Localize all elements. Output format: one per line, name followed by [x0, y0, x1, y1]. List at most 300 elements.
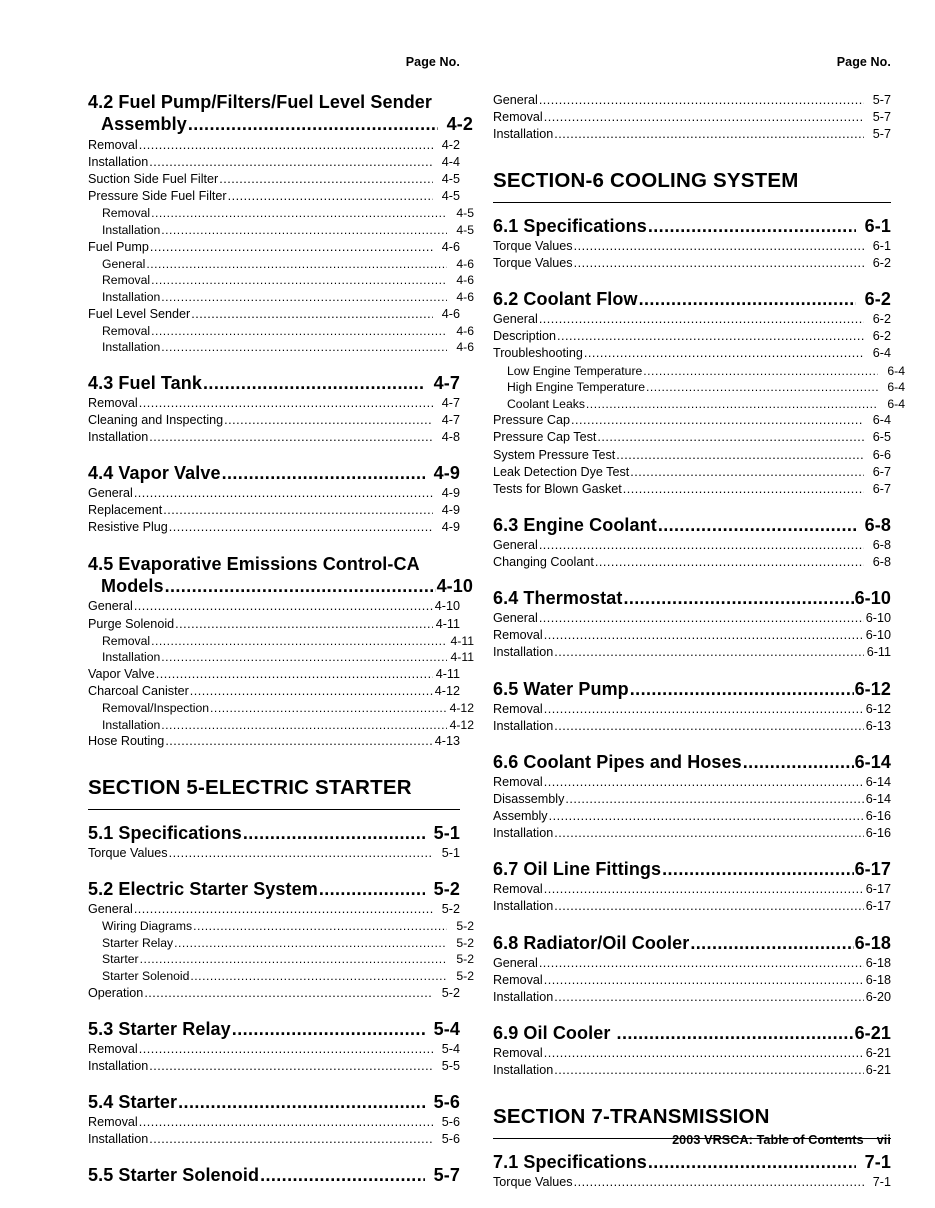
toc-major-entry[interactable] — [493, 859, 891, 880]
toc-major-entry[interactable] — [88, 463, 460, 484]
toc-sub-entry-page: 6-8 — [872, 537, 891, 552]
toc-subsub-entry-page: 4-6 — [456, 289, 474, 304]
toc-major-entry-page: 5-4 — [433, 1018, 460, 1039]
dot-leader — [616, 447, 864, 464]
toc-sub-entry-page: 5-5 — [441, 1058, 460, 1073]
toc-sub-entry-page: 6-11 — [866, 645, 891, 660]
toc-sub-entry-label: Tests for Blown Gasket — [493, 481, 622, 496]
toc-sub-entry-label: Removal — [493, 1045, 543, 1060]
toc-sub-entry[interactable] — [88, 733, 460, 750]
toc-sub-entry-label: General — [88, 486, 133, 501]
dot-leader — [319, 879, 425, 900]
toc-sub-entry-label: General — [493, 312, 538, 327]
toc-subsub-entry-page: 4-12 — [449, 717, 474, 732]
dot-leader — [149, 429, 433, 446]
toc-sub-entry-page: 4-9 — [441, 503, 460, 518]
toc-sub-entry[interactable] — [493, 429, 891, 446]
toc-subsub-entry-label: Low Engine Temperature — [507, 363, 643, 378]
toc-subsub-entry[interactable] — [88, 700, 474, 717]
toc-sub-entry-label: Charcoal Canister — [88, 684, 189, 699]
toc-major-entry[interactable] — [493, 588, 891, 609]
toc-sub-entry[interactable] — [88, 1041, 460, 1058]
dot-leader — [554, 1062, 864, 1079]
toc-sub-entry[interactable] — [493, 1045, 891, 1062]
toc-sub-entry[interactable] — [493, 808, 891, 825]
toc-sub-entry-label: Replacement — [88, 503, 163, 518]
toc-sub-entry-page: 6-4 — [872, 346, 891, 361]
toc-sub-entry-label: Installation — [493, 899, 554, 914]
toc-subsub-entry-label: Coolant Leaks — [507, 396, 585, 411]
toc-major-entry-page: 6-8 — [864, 514, 891, 535]
toc-sub-entry-page: 6-21 — [865, 1045, 891, 1060]
toc-sub-entry[interactable] — [493, 644, 891, 661]
dot-leader — [134, 485, 433, 502]
toc-sub-entry[interactable] — [88, 154, 460, 171]
toc-sub-entry-label: Removal — [493, 774, 543, 789]
toc-sub-entry[interactable] — [88, 171, 460, 188]
toc-major-entry[interactable] — [88, 823, 460, 844]
dot-leader — [617, 1023, 854, 1044]
section-divider — [88, 809, 460, 810]
footer-document-label: 2003 VRSCA: Table of Contents — [672, 1133, 864, 1147]
toc-subsub-entry-label: Removal — [102, 323, 151, 338]
toc-sub-entry[interactable] — [493, 464, 891, 481]
toc-sub-entry-page: 6-12 — [865, 701, 891, 716]
toc-sub-entry[interactable] — [493, 881, 891, 898]
toc-major-entry-page: 6-1 — [864, 215, 891, 236]
dot-leader — [165, 733, 433, 750]
toc-sub-entry[interactable] — [493, 701, 891, 718]
toc-subsub-entry-label: Installation — [102, 717, 161, 732]
toc-sub-entry[interactable] — [88, 395, 460, 412]
dot-leader — [549, 808, 864, 825]
dot-leader — [161, 222, 447, 239]
toc-sub-entry[interactable] — [493, 126, 891, 143]
toc-sub-entry[interactable] — [88, 1058, 460, 1075]
toc-sub-entry[interactable] — [493, 718, 891, 735]
dot-leader — [149, 154, 433, 171]
toc-sub-entry-label: System Pressure Test — [493, 447, 616, 462]
toc-major-entry[interactable] — [493, 679, 891, 700]
toc-major-entry-label-line1: 4.2 Fuel Pump/Filters/Fuel Level Sender — [88, 92, 433, 112]
toc-sub-entry[interactable] — [493, 610, 891, 627]
section-banner — [88, 776, 460, 810]
toc-subsub-entry[interactable] — [88, 649, 474, 666]
toc-major-entry-page: 5-1 — [433, 823, 460, 844]
toc-sub-entry-label: Operation — [88, 985, 144, 1000]
toc-sub-entry-page: 5-7 — [872, 127, 891, 142]
toc-major-entry[interactable] — [88, 1019, 460, 1040]
dot-leader — [571, 412, 864, 429]
toc-subsub-entry[interactable] — [493, 363, 905, 380]
toc-sub-entry[interactable] — [88, 412, 460, 429]
toc-sub-entry[interactable] — [88, 188, 460, 205]
toc-sub-entry[interactable] — [88, 985, 460, 1002]
toc-major-entry[interactable] — [493, 1152, 891, 1173]
dot-leader — [554, 644, 864, 661]
dot-leader — [151, 323, 447, 340]
dot-leader — [232, 1019, 425, 1040]
toc-subsub-entry[interactable] — [88, 717, 474, 734]
dot-leader — [151, 272, 447, 289]
toc-right-column — [493, 55, 905, 1191]
toc-major-entry[interactable] — [493, 933, 891, 954]
toc-sub-entry-label: General — [493, 955, 538, 970]
dot-leader — [210, 700, 447, 717]
toc-sub-entry[interactable] — [88, 683, 460, 700]
toc-subsub-entry-page: 5-2 — [456, 919, 474, 934]
toc-sub-entry-page: 6-14 — [865, 791, 891, 806]
dot-leader — [165, 576, 436, 598]
toc-subsub-entry[interactable] — [88, 935, 474, 952]
dot-leader — [584, 345, 864, 362]
toc-major-entry-line2-page: 4-2 — [446, 113, 473, 134]
toc-sub-entry-page: 6-8 — [872, 555, 891, 570]
toc-sub-entry-label: Assembly — [493, 809, 548, 824]
dot-leader — [169, 845, 433, 862]
toc-sub-entry[interactable] — [493, 1174, 891, 1191]
toc-sub-entry[interactable] — [493, 955, 891, 972]
toc-sub-entry[interactable] — [88, 1114, 460, 1131]
toc-sub-entry[interactable] — [493, 92, 891, 109]
toc-sub-entry-label: Disassembly — [493, 791, 565, 806]
toc-sub-entry-page: 6-20 — [865, 989, 891, 1004]
toc-columns — [0, 55, 935, 1191]
toc-major-entry[interactable] — [493, 216, 891, 237]
toc-sub-entry[interactable] — [88, 502, 460, 519]
toc-sub-entry-page: 6-7 — [872, 481, 891, 496]
toc-major-entry-label: 5.1 Specifications — [88, 823, 242, 844]
toc-sub-entry-label: Torque Values — [493, 238, 573, 253]
toc-subsub-entry[interactable] — [88, 256, 474, 273]
section-title: SECTION 5-ELECTRIC STARTER — [88, 776, 412, 800]
toc-sub-entry-label: Leak Detection Dye Test — [493, 464, 630, 479]
toc-subsub-entry-label: Wiring Diagrams — [102, 919, 193, 934]
dot-leader — [554, 825, 864, 842]
toc-major-entry[interactable] — [88, 553, 473, 598]
toc-sub-entry-label: Installation — [88, 155, 149, 170]
toc-sub-entry-label: Torque Values — [493, 1174, 573, 1189]
toc-major-entry[interactable] — [493, 1023, 891, 1044]
dot-leader — [539, 311, 864, 328]
toc-major-entry-label: 6.3 Engine Coolant — [493, 514, 657, 535]
toc-sub-entry-page: 5-7 — [872, 93, 891, 107]
dot-leader — [174, 935, 447, 952]
toc-sub-entry-page: 5-2 — [441, 985, 460, 1000]
toc-sub-entry[interactable] — [493, 447, 891, 464]
dot-leader — [134, 598, 433, 615]
toc-sub-entry-page: 6-13 — [865, 718, 891, 733]
toc-subsub-entry-label: Installation — [102, 340, 161, 355]
toc-sub-entry-page: 6-5 — [872, 430, 891, 445]
toc-sub-entry[interactable] — [88, 239, 460, 256]
toc-sub-entry-label: Torque Values — [88, 846, 168, 861]
dot-leader — [544, 109, 864, 126]
dot-leader — [597, 429, 864, 446]
toc-sub-entry[interactable] — [493, 989, 891, 1006]
dot-leader — [190, 968, 447, 985]
toc-sub-entry-label: Resistive Plug — [88, 520, 168, 535]
toc-sub-entry-page: 6-18 — [865, 972, 891, 987]
toc-major-entry-label: 4.4 Vapor Valve — [88, 463, 221, 484]
toc-sub-entry-page: 5-4 — [441, 1041, 460, 1056]
toc-subsub-entry[interactable] — [493, 379, 905, 396]
dot-leader — [151, 205, 447, 222]
toc-sub-entry[interactable] — [493, 311, 891, 328]
toc-major-entry-page: 6-12 — [854, 678, 891, 699]
toc-sub-entry[interactable] — [88, 137, 460, 154]
dot-leader — [139, 1041, 433, 1058]
toc-major-entry[interactable] — [88, 1092, 460, 1113]
dot-leader — [175, 616, 433, 633]
toc-major-entry-label: 5.3 Starter Relay — [88, 1018, 231, 1039]
section-divider — [493, 202, 891, 203]
toc-major-entry-label: 6.8 Radiator/Oil Cooler — [493, 932, 690, 953]
toc-major-entry[interactable] — [88, 92, 473, 136]
toc-sub-entry-label: Installation — [493, 989, 554, 1004]
toc-sub-entry[interactable] — [493, 481, 891, 498]
toc-subsub-entry-page: 5-2 — [456, 952, 474, 967]
toc-sub-entry-page: 6-16 — [865, 809, 891, 824]
dot-leader — [161, 289, 447, 306]
toc-sub-entry-label: General — [88, 599, 133, 614]
toc-sub-entry-page: 4-13 — [434, 734, 460, 749]
toc-subsub-entry-label: Removal — [102, 633, 151, 648]
toc-subsub-entry-label: Installation — [102, 289, 161, 304]
toc-major-entry-page: 5-2 — [433, 879, 460, 900]
toc-sub-entry-page: 6-6 — [872, 447, 891, 462]
toc-major-entry-label: 4.3 Fuel Tank — [88, 372, 203, 393]
toc-sub-entry-page: 6-2 — [872, 256, 891, 271]
toc-major-entry-page: 6-21 — [854, 1022, 891, 1043]
toc-major-entry[interactable] — [493, 289, 891, 310]
dot-leader — [191, 306, 433, 323]
dot-leader — [565, 791, 864, 808]
toc-subsub-entry[interactable] — [88, 339, 474, 356]
toc-sub-entry-page: 4-12 — [434, 684, 460, 699]
toc-major-entry-label: 6.6 Coolant Pipes and Hoses — [493, 751, 742, 772]
dot-leader — [539, 955, 864, 972]
toc-subsub-entry[interactable] — [88, 633, 474, 650]
toc-subsub-entry[interactable] — [88, 968, 474, 985]
toc-sub-entry-page: 4-8 — [441, 430, 460, 445]
toc-sub-entry[interactable] — [88, 598, 460, 615]
toc-sub-entry-label: Installation — [88, 1058, 149, 1073]
toc-sub-entry-label: Changing Coolant — [493, 555, 594, 570]
dot-leader — [193, 918, 447, 935]
toc-sub-entry-label: Installation — [88, 430, 149, 445]
toc-sub-entry-label: Fuel Level Sender — [88, 306, 191, 321]
dot-leader — [630, 464, 864, 481]
toc-subsub-entry[interactable] — [88, 951, 474, 968]
toc-sub-entry-label: Torque Values — [493, 256, 573, 271]
dot-leader — [630, 679, 854, 700]
toc-sub-entry-page: 4-4 — [441, 155, 460, 170]
toc-sub-entry[interactable] — [493, 825, 891, 842]
toc-sub-entry-label: Pressure Cap Test — [493, 430, 597, 445]
toc-sub-entry[interactable] — [493, 1062, 891, 1079]
toc-major-entry[interactable] — [88, 1165, 460, 1186]
toc-major-entry[interactable] — [493, 515, 891, 536]
toc-subsub-entry[interactable] — [88, 323, 474, 340]
toc-sub-entry-page: 4-5 — [441, 172, 460, 187]
toc-sub-entry-page: 6-17 — [865, 882, 891, 897]
toc-sub-entry-label: General — [493, 93, 538, 107]
toc-sub-entry[interactable] — [88, 1131, 460, 1148]
toc-sub-entry[interactable] — [88, 485, 460, 502]
toc-subsub-entry-page: 6-4 — [887, 396, 905, 411]
toc-subsub-entry-label: Removal — [102, 206, 151, 221]
toc-sub-entry-label: Cleaning and Inspecting — [88, 412, 224, 427]
toc-sub-entry-page: 6-1 — [872, 238, 891, 253]
toc-sub-entry[interactable] — [493, 345, 891, 362]
dot-leader — [554, 989, 864, 1006]
toc-sub-entry-page: 5-6 — [441, 1132, 460, 1147]
dot-leader — [151, 633, 447, 650]
dot-leader — [639, 289, 856, 310]
toc-sub-entry-label: Purge Solenoid — [88, 616, 175, 631]
toc-sub-entry-label: Installation — [493, 645, 554, 660]
toc-sub-entry[interactable] — [88, 429, 460, 446]
toc-major-entry[interactable] — [88, 879, 460, 900]
toc-major-entry-line2[interactable] — [88, 576, 473, 598]
toc-sub-entry-page: 6-7 — [872, 464, 891, 479]
dot-leader — [169, 519, 433, 536]
dot-leader — [539, 92, 864, 109]
toc-sub-entry[interactable] — [88, 519, 460, 536]
toc-sub-entry-page: 6-10 — [865, 611, 891, 626]
toc-major-entry-page: 4-9 — [433, 463, 460, 484]
toc-major-entry-line2-label: Models — [101, 575, 164, 596]
dot-leader — [554, 126, 864, 143]
dot-leader — [224, 412, 433, 429]
toc-sub-entry-label: Pressure Side Fuel Filter — [88, 189, 227, 204]
toc-subsub-entry-page: 4-11 — [450, 633, 474, 648]
footer-page-number: vii — [876, 1133, 891, 1147]
toc-subsub-entry-page: 6-4 — [887, 363, 905, 378]
dot-leader — [554, 718, 864, 735]
toc-sub-entry[interactable] — [493, 791, 891, 808]
toc-subsub-entry-page: 4-6 — [456, 340, 474, 355]
toc-sub-entry-page: 6-16 — [865, 826, 891, 841]
toc-major-entry-page: 6-14 — [854, 751, 891, 772]
dot-leader — [648, 1152, 856, 1173]
toc-major-entry-line2-page: 4-10 — [436, 575, 473, 596]
toc-sub-entry-page: 7-1 — [872, 1174, 891, 1189]
toc-subsub-entry-page: 5-2 — [456, 969, 474, 984]
toc-major-entry-page: 4-7 — [433, 372, 460, 393]
toc-major-entry-label: 6.9 Oil Cooler — [493, 1022, 616, 1043]
dot-leader — [243, 823, 425, 844]
toc-sub-entry[interactable] — [88, 666, 460, 683]
toc-major-entry-label: 6.4 Thermostat — [493, 588, 623, 609]
toc-subsub-entry-label: Starter Relay — [102, 935, 174, 950]
toc-subsub-entry[interactable] — [88, 289, 474, 306]
toc-sub-entry[interactable] — [493, 238, 891, 255]
toc-subsub-entry[interactable] — [88, 222, 474, 239]
toc-subsub-entry[interactable] — [88, 205, 474, 222]
toc-sub-entry[interactable] — [493, 898, 891, 915]
toc-subsub-entry-label: Starter Solenoid — [102, 969, 190, 984]
dot-leader — [539, 610, 864, 627]
toc-sub-entry[interactable] — [493, 972, 891, 989]
toc-sub-entry-page: 6-10 — [865, 628, 891, 643]
dot-leader — [150, 239, 433, 256]
toc-subsub-entry-page: 4-12 — [449, 701, 474, 716]
toc-sub-entry[interactable] — [493, 554, 891, 571]
toc-sub-entry-page: 6-14 — [865, 774, 891, 789]
toc-major-entry[interactable] — [88, 373, 460, 394]
toc-sub-entry-label: Fuel Pump — [88, 239, 149, 254]
toc-subsub-entry[interactable] — [88, 918, 474, 935]
toc-major-entry-label: 7.1 Specifications — [493, 1151, 647, 1172]
toc-sub-entry[interactable] — [88, 616, 460, 633]
toc-sub-entry[interactable] — [493, 627, 891, 644]
toc-subsub-entry-page: 5-2 — [456, 935, 474, 950]
toc-sub-entry-page: 4-5 — [441, 189, 460, 204]
toc-major-entry[interactable] — [493, 752, 891, 773]
toc-sub-entry-page: 5-2 — [441, 902, 460, 917]
toc-subsub-entry[interactable] — [493, 396, 905, 413]
toc-major-entry-page: 5-6 — [433, 1092, 460, 1113]
toc-sub-entry[interactable] — [493, 412, 891, 429]
dot-leader — [134, 901, 433, 918]
toc-sub-entry[interactable] — [493, 328, 891, 345]
toc-major-entry-page: 5-7 — [433, 1165, 460, 1186]
toc-major-entry-page: 6-2 — [864, 289, 891, 310]
dot-leader — [595, 554, 864, 571]
dot-leader — [539, 537, 864, 554]
toc-sub-entry-page: 4-10 — [434, 599, 460, 614]
toc-sub-entry[interactable] — [88, 845, 460, 862]
page-no-header-left: Page No. — [405, 55, 460, 69]
dot-leader — [743, 752, 854, 773]
toc-sub-entry[interactable] — [493, 537, 891, 554]
dot-leader — [139, 1114, 433, 1131]
toc-major-entry-line2[interactable] — [88, 114, 473, 136]
toc-subsub-entry-label: Starter — [102, 952, 139, 967]
toc-subsub-entry[interactable] — [88, 272, 474, 289]
dot-leader — [190, 683, 433, 700]
toc-sub-entry-label: Removal — [493, 972, 543, 987]
dot-leader — [646, 379, 878, 396]
toc-sub-entry-label: Description — [493, 329, 556, 344]
toc-sub-entry-label: General — [493, 611, 538, 626]
toc-sub-entry-page: 4-7 — [441, 412, 460, 427]
toc-sub-entry[interactable] — [493, 255, 891, 272]
toc-major-entry-label: 6.2 Coolant Flow — [493, 289, 638, 310]
dot-leader — [161, 339, 447, 356]
dot-leader — [623, 588, 853, 609]
toc-sub-entry[interactable] — [493, 109, 891, 126]
toc-subsub-entry-label: General — [102, 256, 146, 271]
toc-sub-entry-label: Removal — [493, 882, 543, 897]
toc-subsub-entry-page: 4-6 — [456, 323, 474, 338]
toc-sub-entry-page: 4-9 — [441, 520, 460, 535]
toc-sub-entry[interactable] — [88, 901, 460, 918]
toc-subsub-entry-page: 4-6 — [456, 256, 474, 271]
toc-sub-entry[interactable] — [493, 774, 891, 791]
toc-sub-entry[interactable] — [88, 306, 460, 323]
toc-sub-entry-page: 4-6 — [441, 239, 460, 254]
dot-leader — [643, 363, 878, 380]
toc-sub-entry-page: 4-2 — [441, 137, 460, 152]
toc-sub-entry-label: Suction Side Fuel Filter — [88, 172, 219, 187]
toc-major-entry-label: 5.4 Starter — [88, 1092, 178, 1113]
toc-sub-entry-page: 6-2 — [872, 312, 891, 327]
toc-major-entry-label: 6.1 Specifications — [493, 215, 647, 236]
dot-leader — [188, 114, 438, 136]
